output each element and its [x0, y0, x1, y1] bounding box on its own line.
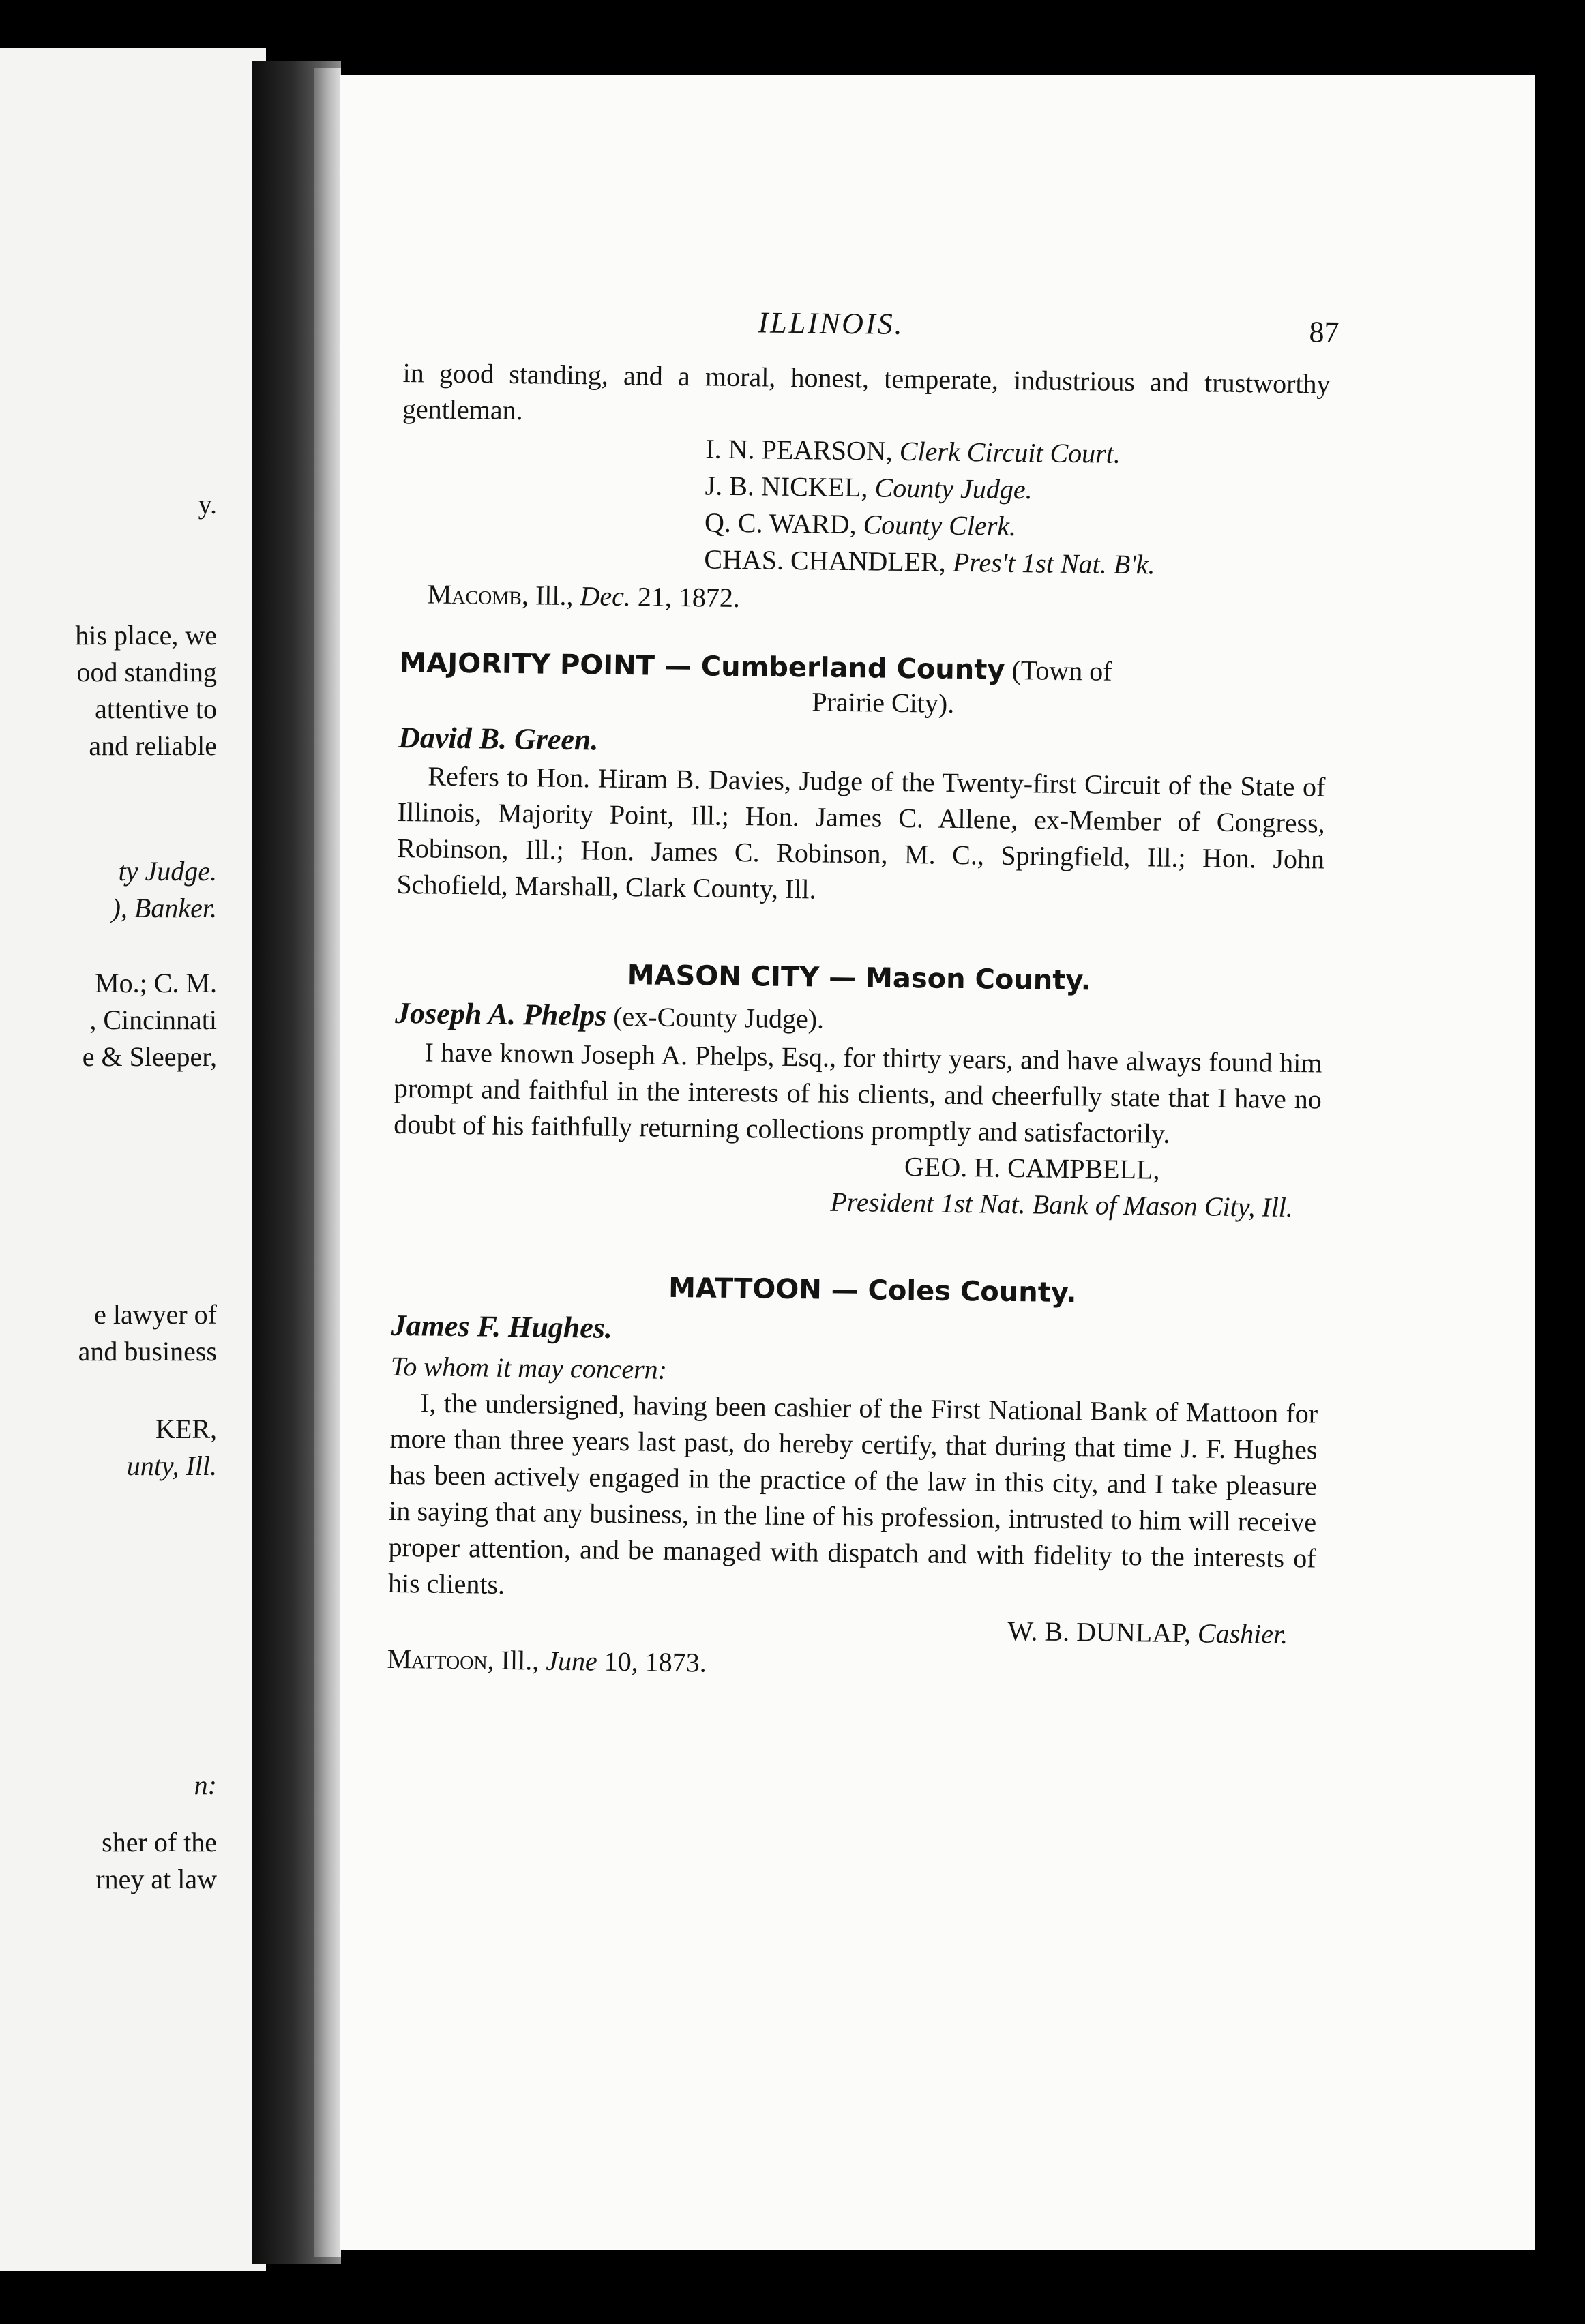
left-fragment: unty, Ill.	[126, 1450, 217, 1481]
section-heading-majority-point	[399, 646, 1327, 726]
heading-tail: (Town of	[1005, 654, 1112, 687]
signer-name: W. B. DUNLAP,	[1007, 1615, 1191, 1649]
left-fragment: ood standing	[76, 657, 217, 687]
left-fragment: ty Judge.	[118, 856, 217, 887]
heading-text: MAJORITY POINT — Cumberland County	[399, 646, 1005, 686]
mattoon-signoff	[387, 1601, 1315, 1681]
page-edge-shading	[314, 68, 341, 2257]
signer-name: Q. C. WARD,	[704, 507, 857, 540]
mason-city-body: I have known Joseph A. Phelps, Esq., for thirty years, and have always found him prompt and faithful in the interests of his clients, and cheerfully state that I have no doubt of his faithfully returning collections promptly and satisfactorily.	[393, 1037, 1322, 1149]
attorney-name: James F. Hughes.	[391, 1308, 613, 1345]
signer-role: Pres't 1st Nat. B'k.	[952, 546, 1155, 580]
left-fragment: and business	[78, 1336, 217, 1367]
signer-role: County Judge.	[874, 472, 1033, 505]
section-heading-mason-city: MASON CITY — Mason County.	[627, 959, 1092, 997]
signer-name: J. B. NICKEL,	[705, 470, 868, 503]
heading-continuation: Prairie City).	[812, 686, 955, 719]
left-fragment: y.	[198, 489, 217, 520]
running-head	[403, 300, 1339, 366]
left-fragment: his place, we	[75, 620, 217, 651]
attorney-name: Joseph A. Phelps	[394, 996, 607, 1032]
mattoon-body: I, the undersigned, having been cashier of the First National Bank of Mattoon for more than three years last past, do hereby certify, that during that time J. F. Hughes has been actively engaged in the practice of the law in this city, and I take pleasure in saying that any business, in the line of his profession, intrusted to him will receive proper attention, and be managed with dispatch and with fidelity to the interests of his clients.	[387, 1387, 1318, 1600]
signer-role: County Clerk.	[863, 509, 1017, 541]
left-fragment: Mo.; C. M.	[95, 968, 217, 998]
page-content	[387, 300, 1339, 1680]
dateline-month: June	[545, 1645, 598, 1677]
dateline-month: Dec.	[580, 580, 632, 612]
dateline-state: , Ill.,	[487, 1644, 546, 1676]
previous-page	[0, 48, 266, 2271]
dateline-place: Mattoon	[387, 1643, 488, 1675]
mason-city-signer: GEO. H. CAMPBELL,	[904, 1151, 1160, 1185]
signature-line	[704, 541, 1329, 585]
left-fragment: attentive to	[95, 694, 217, 724]
macomb-signatures	[400, 427, 1330, 586]
left-fragment: ), Banker.	[111, 893, 217, 923]
mattoon-signer-line	[1007, 1613, 1288, 1652]
left-fragment: rney at law	[95, 1864, 217, 1894]
signer-role: President 1st Nat. Bank of Mason City, Ill.	[830, 1186, 1294, 1223]
running-head-title: ILLINOIS.	[758, 306, 904, 341]
attorney-name: David B. Green.	[398, 720, 599, 757]
dateline-state: , Ill.,	[521, 580, 580, 612]
dateline-day-year: 10, 1873.	[597, 1645, 707, 1678]
left-fragment: e & Sleeper,	[82, 1041, 217, 1072]
left-fragment: KER,	[155, 1414, 217, 1444]
majority-point-body: Refers to Hon. Hiram B. Davies, Judge of the Twenty-first Circuit of the State of Illinois, Majority Point, Ill.; Hon. James C. Allene, ex-Member of Congress, Robinson, Ill.; Hon. James C. Robinson, M. C., Springfield, Ill.; Hon. John Schofield, Marshall, Clark County, Ill.	[396, 760, 1326, 905]
signer-name: CHAS. CHANDLER,	[704, 543, 947, 578]
left-fragment: and reliable	[89, 730, 217, 761]
signer-role: Clerk Circuit Court.	[899, 435, 1121, 469]
signer-role: Cashier.	[1197, 1618, 1288, 1650]
left-fragment: , Cincinnati	[89, 1004, 217, 1035]
dateline-day-year: 21, 1872.	[630, 581, 741, 614]
signer-name: I. N. PEARSON,	[705, 433, 893, 466]
page-number: 87	[1309, 315, 1339, 349]
left-fragment: e lawyer of	[94, 1299, 217, 1330]
attorney-note: (ex-County Judge).	[606, 1000, 825, 1034]
macomb-continuation: in good standing, and a moral, honest, temperate, industrious and trustworthy gentleman.	[402, 357, 1331, 426]
salutation: To whom it may concern:	[390, 1350, 668, 1385]
left-fragment: sher of the	[102, 1827, 217, 1858]
mattoon-dateline	[387, 1641, 707, 1681]
left-fragment: n:	[194, 1770, 217, 1800]
dateline-place: Macomb	[427, 578, 522, 611]
section-heading-mattoon: MATTOON — Coles County.	[668, 1272, 1077, 1309]
